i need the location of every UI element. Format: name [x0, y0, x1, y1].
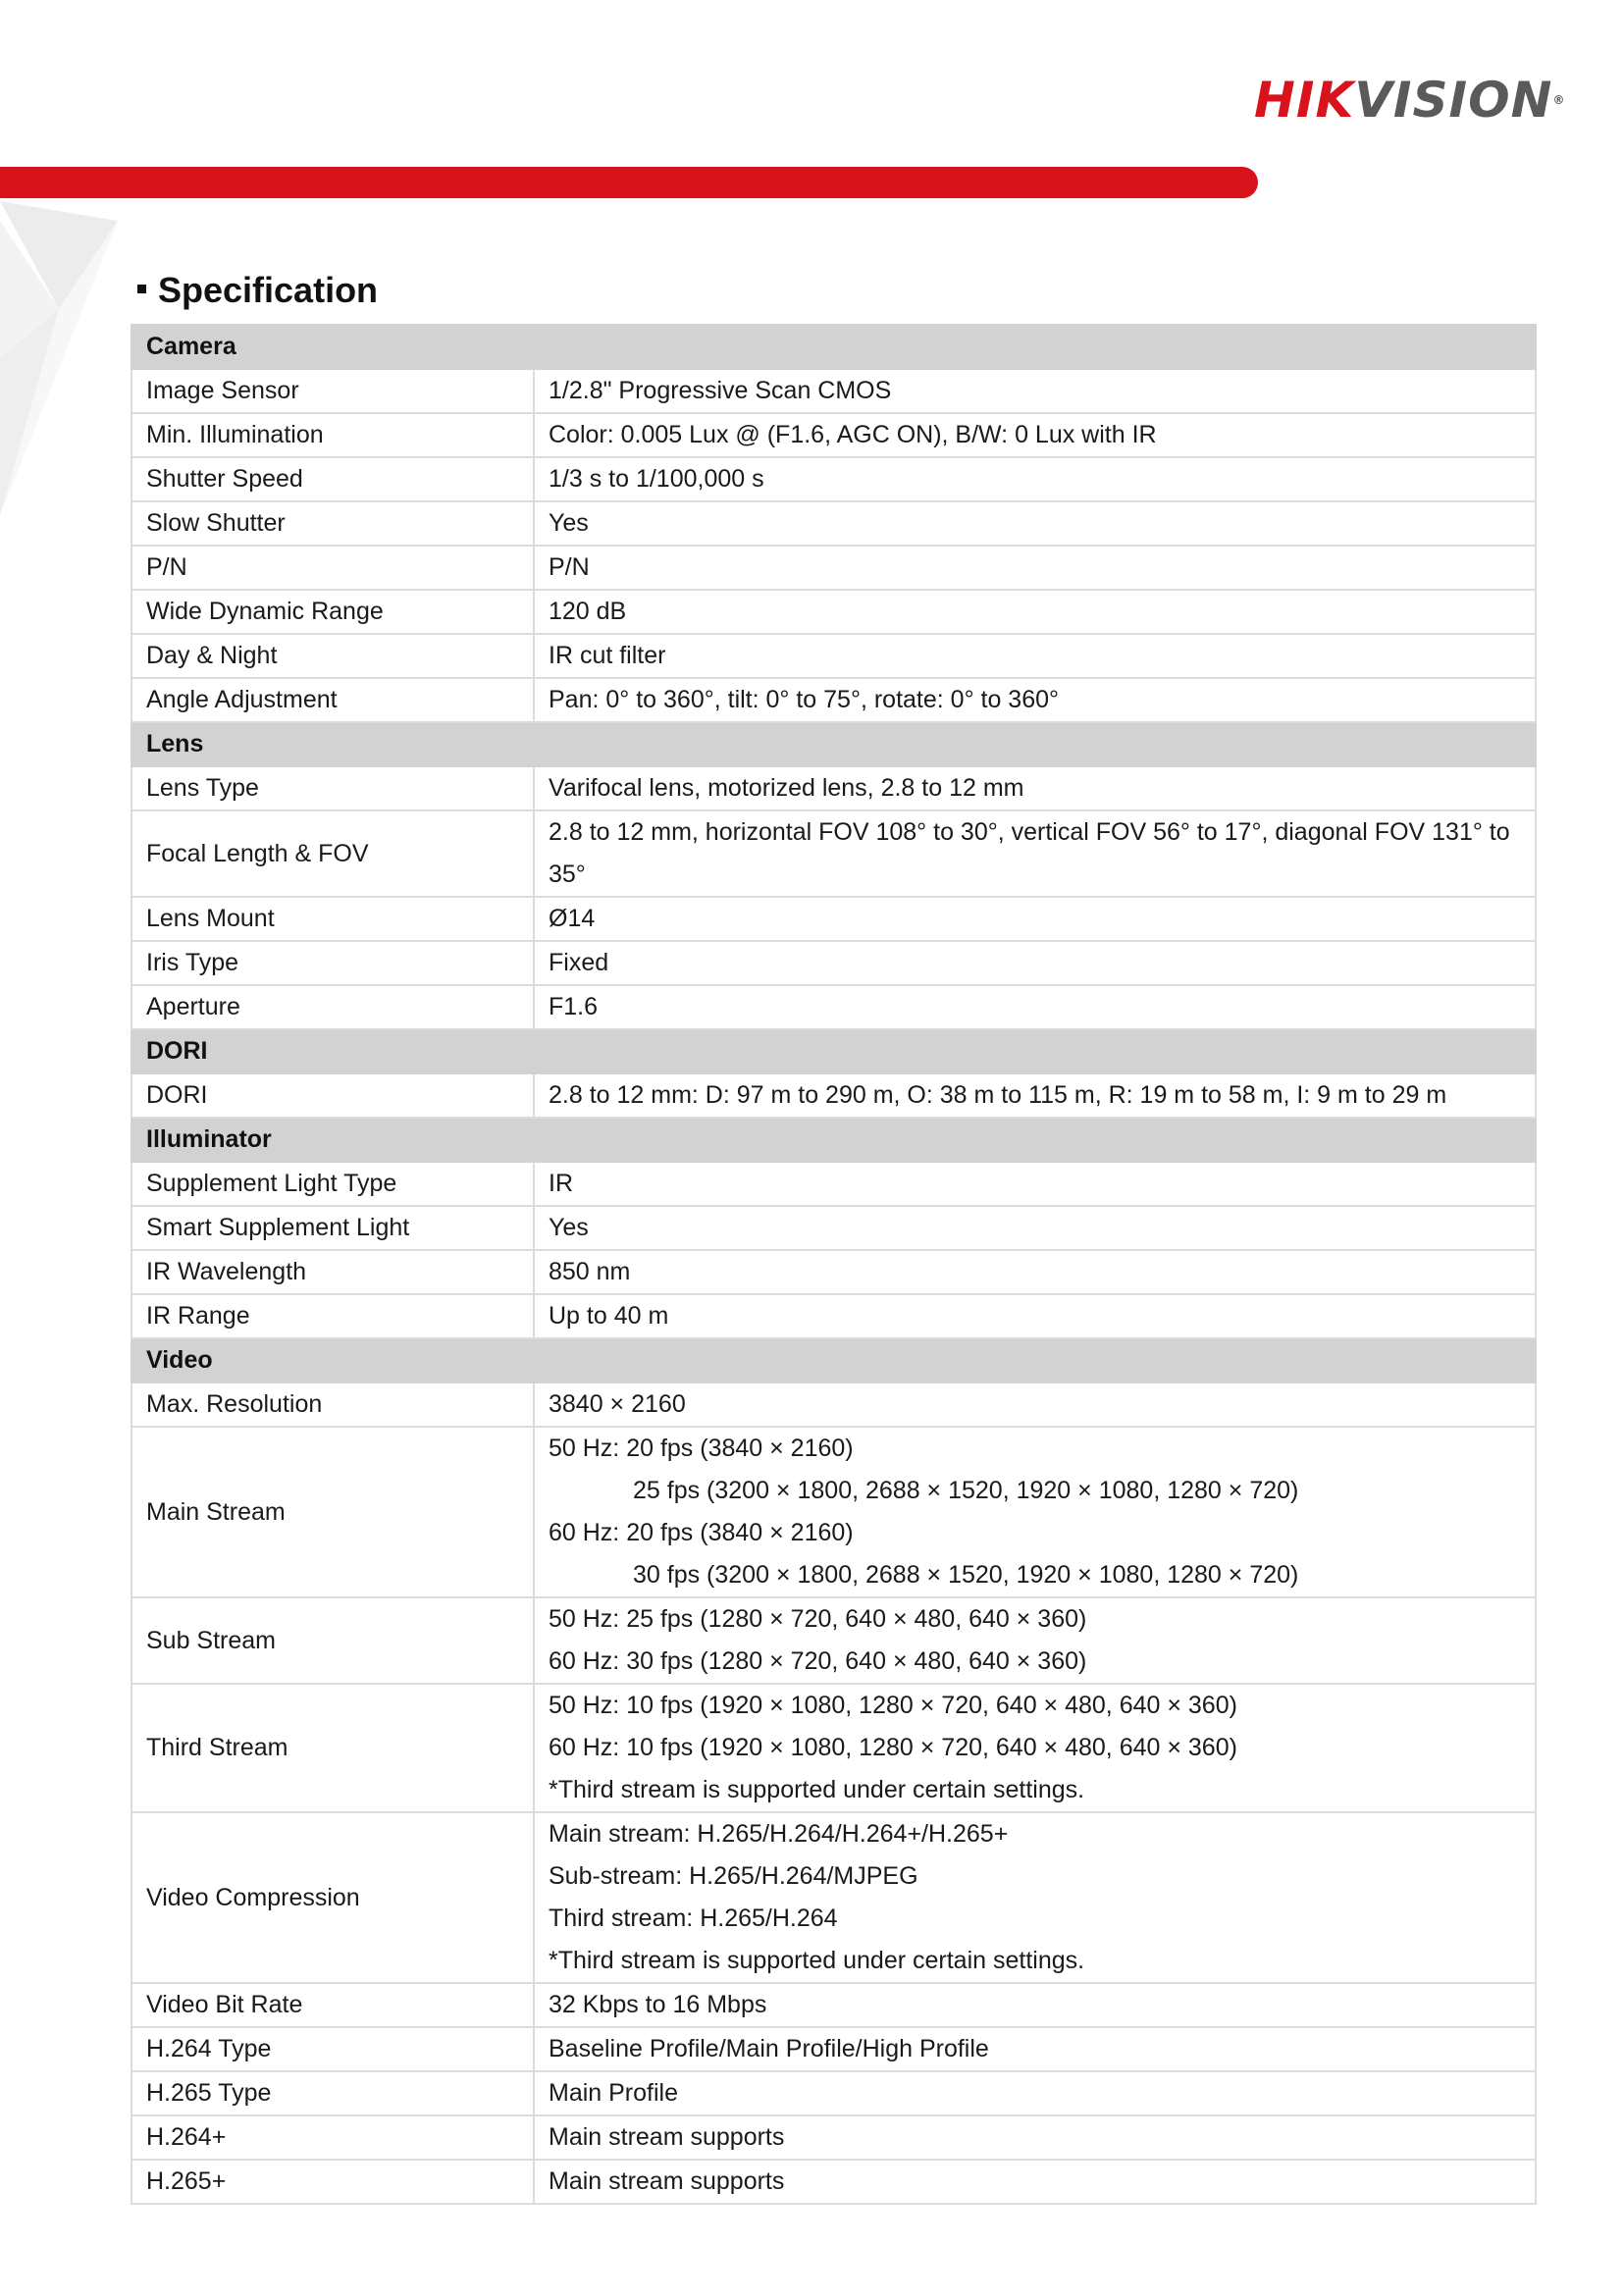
spec-label: Wide Dynamic Range — [131, 590, 534, 634]
spec-label: DORI — [131, 1073, 534, 1118]
spec-value: 1/2.8" Progressive Scan CMOS — [534, 369, 1536, 413]
spec-value-line: 60 Hz: 30 fps (1280 × 720, 640 × 480, 640 × 360) — [549, 1647, 1087, 1675]
spec-value: IR cut filter — [534, 634, 1536, 678]
spec-value-line: 50 Hz: 10 fps (1920 × 1080, 1280 × 720, 640 × 480, 640 × 360) — [549, 1692, 1237, 1719]
spec-label: Angle Adjustment — [131, 678, 534, 722]
spec-value-line: 50 Hz: 25 fps (1280 × 720, 640 × 480, 640 × 360) — [549, 1605, 1087, 1633]
spec-label: Supplement Light Type — [131, 1162, 534, 1206]
table-row — [131, 2160, 1536, 2204]
spec-label: Min. Illumination — [131, 413, 534, 457]
section-header-row — [131, 1338, 1536, 1383]
table-row — [131, 1597, 1536, 1684]
table-row — [131, 590, 1536, 634]
spec-value — [534, 1597, 1536, 1684]
spec-value: IR — [534, 1162, 1536, 1206]
table-row — [131, 766, 1536, 810]
spec-label: Shutter Speed — [131, 457, 534, 501]
table-row — [131, 810, 1536, 897]
section-title: Specification — [137, 267, 378, 314]
specification-table — [131, 324, 1537, 2205]
spec-value — [534, 1427, 1536, 1597]
bullet-icon — [137, 285, 146, 293]
section-header-row — [131, 1118, 1536, 1162]
spec-label: H.264+ — [131, 2115, 534, 2160]
table-row — [131, 2071, 1536, 2115]
table-row — [131, 546, 1536, 590]
spec-label: Day & Night — [131, 634, 534, 678]
table-row — [131, 1983, 1536, 2027]
table-row — [131, 1684, 1536, 1812]
section-header: Camera — [131, 325, 1536, 369]
spec-value-line: 60 Hz: 10 fps (1920 × 1080, 1280 × 720, 640 × 480, 640 × 360) — [549, 1734, 1237, 1761]
table-row — [131, 457, 1536, 501]
spec-value: 2.8 to 12 mm, horizontal FOV 108° to 30°, vertical FOV 56° to 17°, diagonal FOV 131° to 35° — [534, 810, 1536, 897]
spec-label: Video Compression — [131, 1812, 534, 1983]
spec-value — [534, 1812, 1536, 1983]
table-row — [131, 1812, 1536, 1983]
table-row — [131, 2027, 1536, 2071]
hikvision-logo: HIKVISION® — [1254, 72, 1566, 129]
spec-value: 120 dB — [534, 590, 1536, 634]
table-row — [131, 413, 1536, 457]
spec-value: Varifocal lens, motorized lens, 2.8 to 12 mm — [534, 766, 1536, 810]
table-row — [131, 1073, 1536, 1118]
table-row — [131, 2115, 1536, 2160]
spec-label: Sub Stream — [131, 1597, 534, 1684]
spec-label: Main Stream — [131, 1427, 534, 1597]
spec-value: Fixed — [534, 941, 1536, 985]
spec-value: 32 Kbps to 16 Mbps — [534, 1983, 1536, 2027]
table-row — [131, 501, 1536, 546]
spec-label: Image Sensor — [131, 369, 534, 413]
table-row — [131, 369, 1536, 413]
section-header: Illuminator — [131, 1118, 1536, 1162]
table-row — [131, 941, 1536, 985]
spec-value: 3840 × 2160 — [534, 1383, 1536, 1427]
decorative-facet-graphic — [0, 201, 128, 525]
spec-value-line: 25 fps (3200 × 1800, 2688 × 1520, 1920 × 1080, 1280 × 720) — [633, 1477, 1299, 1504]
spec-value-line: Sub-stream: H.265/H.264/MJPEG — [549, 1862, 918, 1890]
spec-label: H.265+ — [131, 2160, 534, 2204]
table-row — [131, 1383, 1536, 1427]
section-header-row — [131, 722, 1536, 766]
spec-value: P/N — [534, 546, 1536, 590]
spec-value-line: Main stream: H.265/H.264/H.264+/H.265+ — [549, 1820, 1009, 1848]
section-header-row — [131, 325, 1536, 369]
table-row — [131, 1427, 1536, 1597]
table-row — [131, 1206, 1536, 1250]
spec-value: 850 nm — [534, 1250, 1536, 1294]
table-row — [131, 897, 1536, 941]
spec-label: Lens Type — [131, 766, 534, 810]
spec-value: Yes — [534, 1206, 1536, 1250]
spec-label: Video Bit Rate — [131, 1983, 534, 2027]
spec-value: Main Profile — [534, 2071, 1536, 2115]
section-header: Video — [131, 1338, 1536, 1383]
section-header: DORI — [131, 1029, 1536, 1073]
spec-label: P/N — [131, 546, 534, 590]
section-header-row — [131, 1029, 1536, 1073]
spec-value: F1.6 — [534, 985, 1536, 1029]
spec-value-line: 50 Hz: 20 fps (3840 × 2160) — [549, 1435, 854, 1462]
spec-value-line: 30 fps (3200 × 1800, 2688 × 1520, 1920 × 1080, 1280 × 720) — [633, 1561, 1299, 1589]
spec-label: H.264 Type — [131, 2027, 534, 2071]
spec-label: Slow Shutter — [131, 501, 534, 546]
header-red-bar — [0, 167, 1258, 198]
spec-label: Focal Length & FOV — [131, 810, 534, 897]
spec-label: Lens Mount — [131, 897, 534, 941]
spec-label: IR Wavelength — [131, 1250, 534, 1294]
spec-value: Up to 40 m — [534, 1294, 1536, 1338]
spec-value: Pan: 0° to 360°, tilt: 0° to 75°, rotate: 0° to 360° — [534, 678, 1536, 722]
table-row — [131, 678, 1536, 722]
spec-label: Iris Type — [131, 941, 534, 985]
spec-value: 1/3 s to 1/100,000 s — [534, 457, 1536, 501]
spec-label: Smart Supplement Light — [131, 1206, 534, 1250]
spec-value: Main stream supports — [534, 2115, 1536, 2160]
spec-value: Yes — [534, 501, 1536, 546]
spec-value: Color: 0.005 Lux @ (F1.6, AGC ON), B/W: 0 Lux with IR — [534, 413, 1536, 457]
table-row — [131, 1294, 1536, 1338]
spec-label: Third Stream — [131, 1684, 534, 1812]
spec-value-line: 60 Hz: 20 fps (3840 × 2160) — [549, 1519, 854, 1546]
spec-value: 2.8 to 12 mm: D: 97 m to 290 m, O: 38 m to 115 m, R: 19 m to 58 m, I: 9 m to 29 m — [534, 1073, 1536, 1118]
spec-value — [534, 1684, 1536, 1812]
spec-value-line: Third stream: H.265/H.264 — [549, 1905, 838, 1932]
table-row — [131, 1250, 1536, 1294]
spec-label: Max. Resolution — [131, 1383, 534, 1427]
table-row — [131, 634, 1536, 678]
spec-label: Aperture — [131, 985, 534, 1029]
table-row — [131, 1162, 1536, 1206]
spec-value-line: *Third stream is supported under certain settings. — [549, 1947, 1085, 1974]
spec-value: Main stream supports — [534, 2160, 1536, 2204]
section-header: Lens — [131, 722, 1536, 766]
spec-value: Baseline Profile/Main Profile/High Profile — [534, 2027, 1536, 2071]
spec-label: IR Range — [131, 1294, 534, 1338]
table-row — [131, 985, 1536, 1029]
spec-label: H.265 Type — [131, 2071, 534, 2115]
spec-value-line: *Third stream is supported under certain settings. — [549, 1776, 1085, 1803]
spec-value: Ø14 — [534, 897, 1536, 941]
